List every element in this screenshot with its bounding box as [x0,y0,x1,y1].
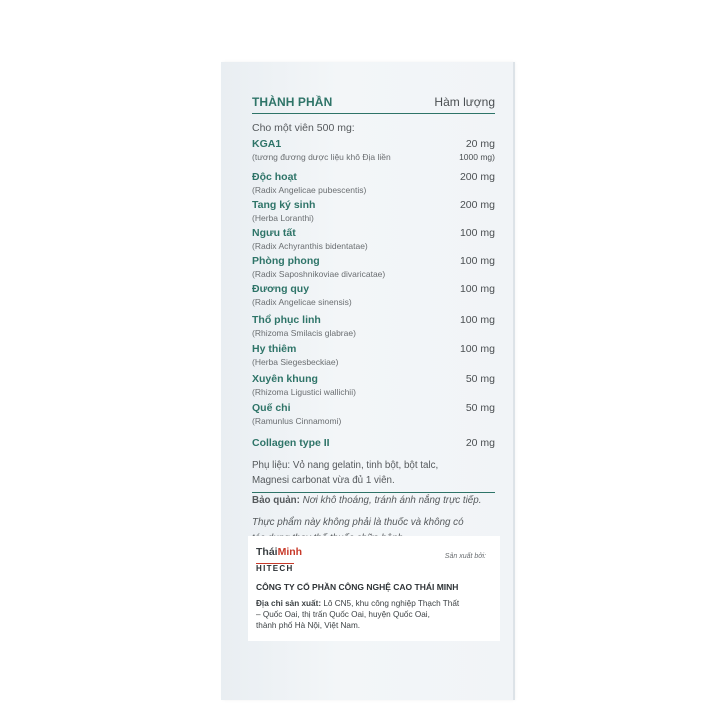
ingredients-title: THÀNH PHẦN [252,95,333,109]
ingredient-amount: 100 mg [459,314,495,326]
manufacturer-address: Địa chỉ sản xuất: Lô CN5, khu công nghiệp Thạch Thất – Quốc Oai, thị trấn Quốc Oai, huyện Quốc Oai, thành phố Hà Nội, Việt Nam. [256,599,460,630]
ingredient-row [252,437,495,450]
ingredient-latin-name: (Radix Saposhnikoviae divaricatae) [252,269,386,279]
storage-label: Bảo quản: [252,495,300,506]
amount-column-title: Hàm lượng [434,95,495,109]
header-divider [252,113,495,114]
ingredient-amount: 100 mg [459,227,495,239]
ingredient-name: Xuyên khung [252,373,318,385]
ingredient-amount: 200 mg [459,171,495,183]
storage-text: Bảo quản: Nơi khô thoáng, tránh ánh nắng trực tiếp. [252,495,482,506]
ingredient-amount: 50 mg [465,373,495,385]
ingredient-row [252,373,495,398]
ingredient-amount: 100 mg [459,255,495,267]
ingredient-amount-equivalent: 1000 mg) [459,152,495,162]
ingredient-amount: 100 mg [459,283,495,295]
product-box-side-panel [221,62,513,700]
ingredients-header [252,95,495,109]
ingredient-name: KGA1 [252,138,282,150]
ingredient-name: Thổ phục linh [252,314,321,326]
company-name: CÔNG TY CỔ PHẦN CÔNG NGHỆ CAO THÁI MINH [256,582,459,592]
ingredient-row [252,255,495,280]
ingredient-row [252,138,495,163]
ingredient-latin-name: (Radix Angelicae sinensis) [252,297,352,307]
ingredient-latin-name: (Ramunlus Cinnamomi) [252,416,342,426]
dose-intro: Cho một viên 500 mg: [252,122,355,134]
ingredient-row [252,171,495,196]
thai-minh-hitech-logo: TháiMinh HITECH [256,546,303,573]
address-label: Địa chỉ sản xuất: [256,599,322,608]
ingredient-name: Quế chi [252,402,291,414]
ingredient-latin-name: (Herba Loranthi) [252,213,314,223]
ingredient-latin-name: (Radix Achyranthis bidentatae) [252,241,368,251]
ingredient-amount: 20 mg [465,437,495,449]
ingredient-row [252,227,495,252]
ingredient-amount: 20 mg [465,138,495,150]
ingredient-latin-name: (tương đương dược liệu khô Địa liền [252,152,391,162]
ingredient-row [252,199,495,224]
ingredient-latin-name: (Herba Siegesbeckiae) [252,357,339,367]
ingredient-name: Phòng phong [252,255,320,267]
ingredient-latin-name: (Rhizoma Smilacis glabrae) [252,328,356,338]
ingredient-amount: 50 mg [465,402,495,414]
ingredient-amount: 100 mg [459,343,495,355]
ingredient-latin-name: (Radix Angelicae pubescentis) [252,185,367,195]
ingredient-name: Tang ký sinh [252,199,316,211]
ingredient-name: Collagen type II [252,437,330,449]
manufacturer-panel [248,536,500,641]
disclaimer-text: Thực phẩm này không phải là thuốc và không có [252,517,464,528]
ingredient-name: Hy thiêm [252,343,297,355]
ingredient-row [252,343,495,368]
ingredient-amount: 200 mg [459,199,495,211]
ingredient-name: Ngưu tất [252,227,296,239]
ingredient-row [252,314,495,339]
ingredient-name: Độc hoạt [252,171,297,183]
ingredient-name: Đương quy [252,283,310,295]
excipients-text: Phụ liệu: Vỏ nang gelatin, tinh bột, bột talc, Magnesi carbonat vừa đủ 1 viên. [252,460,439,486]
ingredient-row [252,402,495,427]
ingredient-row [252,283,495,308]
ingredient-latin-name: (Rhizoma Ligustici wallichii) [252,387,356,397]
made-by-label: Sản xuất bởi: [444,553,486,560]
